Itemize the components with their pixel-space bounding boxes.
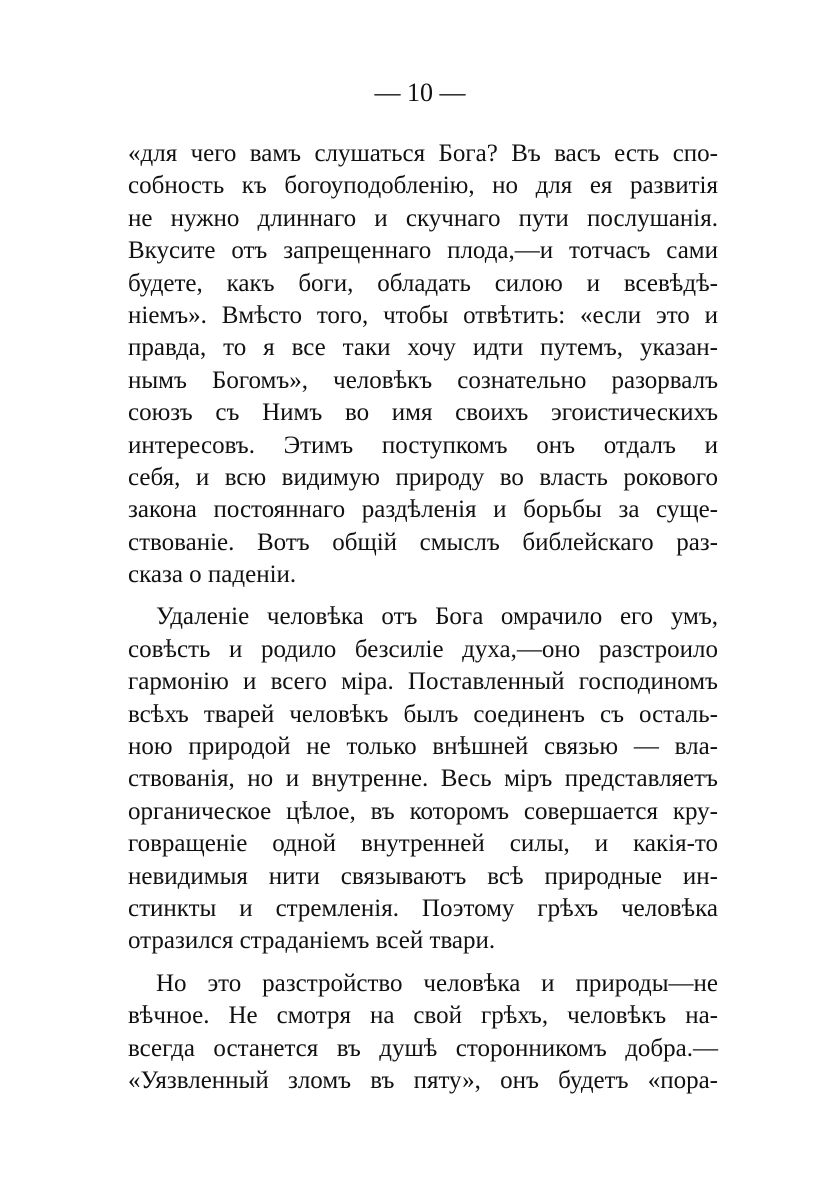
text-line: ствованіе. Вотъ общій смыслъ библейскаго раз- [128,528,718,556]
paragraph [128,138,718,591]
text-line: себя, и всю видимую природу во власть рокового [128,463,718,491]
text-line: органическое цѣлое, въ которомъ совершается кру- [128,797,718,825]
text-line: гармонію и всего міра. Поставленный господиномъ [128,668,718,696]
text-line: ною природой не только внѣшней связью — вла- [128,733,718,761]
text-line: ствованія, но и внутренне. Весь міръ представляетъ [128,765,718,793]
paragraph [128,968,718,1098]
text-line: совѣсть и родило безсиліе духа,—оно разстроило [128,635,718,663]
text-line: союзъ съ Нимъ во имя своихъ эгоистическихъ [128,399,718,427]
text-line: всегда останется въ душѣ сторонникомъ добра.— [128,1034,718,1062]
text-line: сказа о паденіи. [128,561,297,589]
text-line: невидимыя нити связываютъ всѣ природные ин- [128,862,718,890]
body-text [128,138,718,1107]
text-line: правда, то я все таки хочу идти путемъ, указан- [128,334,718,362]
text-line: закона постояннаго раздѣленія и борьбы за суще- [128,496,718,524]
text-line: не нужно длиннаго и скучнаго пути послушанія. [128,204,718,232]
text-line: вѣчное. Не смотря на свой грѣхъ, человѣкъ на- [128,1002,718,1030]
text-line: Но это разстройство человѣка и природы—не [156,969,718,997]
text-line: нымъ Богомъ», человѣкъ сознательно разорвалъ [128,366,718,394]
text-line: «для чего вамъ слушаться Бога? Въ васъ есть спо- [128,140,718,167]
text-line: будете, какъ боги, обладать силою и всевѣдѣ- [128,269,718,297]
paragraph [128,601,718,957]
text-line: ніемъ». Вмѣсто того, чтобы отвѣтить: «если это и [128,301,718,329]
text-line: отразился страданіемъ всей твари. [128,927,496,955]
text-line: стинкты и стремленія. Поэтому грѣхъ человѣка [128,894,718,922]
text-line: «Уязвленный зломъ въ пяту», онъ будетъ «пора- [128,1066,718,1094]
page-number: — 10 — [374,78,466,107]
text-line: всѣхъ тварей человѣкъ былъ соединенъ съ осталь- [128,700,718,728]
text-line: интересовъ. Этимъ поступкомъ онъ отдалъ и [128,431,718,459]
text-line: Вкусите отъ запрещеннаго плода,—и тотчасъ сами [128,237,718,265]
text-line: говращеніе одной внутренней силы, и какія-то [128,830,718,858]
text-line: Удаленіе человѣка отъ Бога омрачило его умъ, [156,603,718,631]
text-line: собность къ богоуподобленію, но для ея развитія [128,172,718,200]
